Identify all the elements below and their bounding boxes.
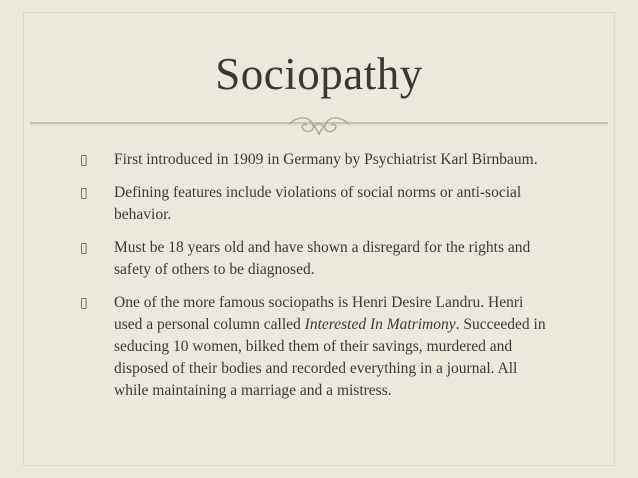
bullet-text: Must be 18 years old and have shown a disregard for the rights and safety of others to be diagnosed.	[114, 239, 531, 278]
bullet-text: First introduced in 1909 in Germany by Psychiatrist Karl Birnbaum.	[114, 151, 538, 168]
scroll-flourish-icon	[30, 114, 608, 138]
bullet-list	[0, 149, 638, 413]
bullet-item	[0, 237, 638, 281]
slide-title: Sociopathy	[215, 49, 423, 99]
bullet-text-before: One of the more famous sociopaths is Henri Desire Landru. Henri used a personal column called	[114, 294, 524, 333]
bullet-glyph-icon: ▯	[80, 295, 88, 311]
bullet-item	[0, 292, 638, 402]
column-name-emphasis: Interested In Matrimony	[304, 316, 456, 333]
bullet-glyph-icon: ▯	[80, 240, 88, 256]
bullet-text: Defining features include violations of social norms or anti-social behavior.	[114, 184, 522, 223]
bullet-glyph-icon: ▯	[80, 185, 88, 201]
bullet-text-after: . Succeeded in seducing 10 women, bilked them of their savings, murdered and disposed of their bodies and recorded everything in a journal. All while maintaining a marriage and a mistress.	[114, 316, 546, 399]
bullet-item	[0, 182, 638, 226]
bullet-glyph-icon: ▯	[80, 152, 88, 168]
title-divider	[30, 114, 608, 138]
bullet-item	[0, 149, 638, 171]
